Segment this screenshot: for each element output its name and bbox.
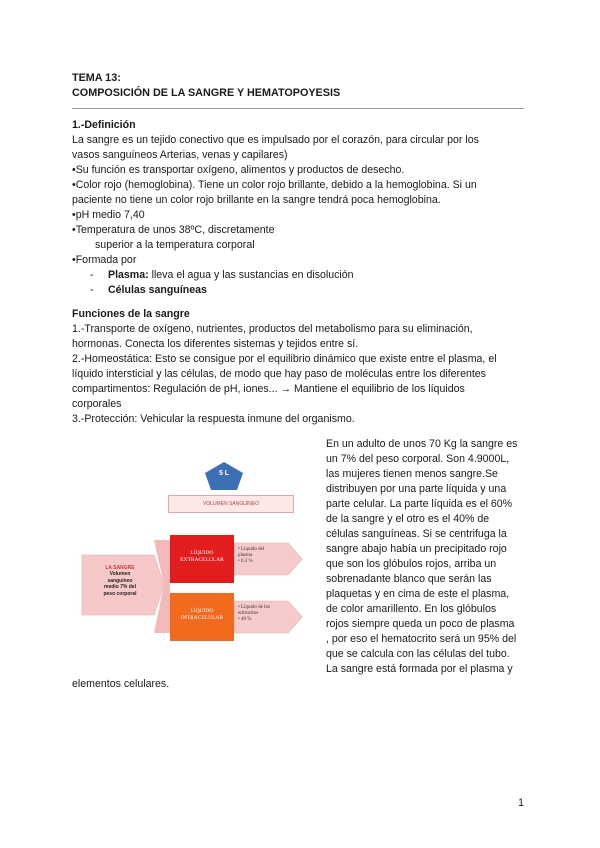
- list-item-text: lleva el agua y las sustancias en disolución: [148, 269, 354, 281]
- definicion-heading: 1.-Definición: [72, 119, 136, 131]
- intracellular-note-line: • Líquido de los: [238, 605, 270, 610]
- extracellular-note-line: • 6.3 %: [238, 559, 253, 564]
- side-line: las mujeres tienen menos sangre.Se: [326, 468, 498, 480]
- side-line: distribuyen por una parte líquida y una: [326, 483, 507, 495]
- intracellular-note-line: eritrocitos: [238, 611, 259, 616]
- extracellular-line: LÍQUIDO: [190, 550, 214, 556]
- list-dash: -: [90, 284, 94, 296]
- list-item-bold: Células sanguíneas: [108, 284, 207, 296]
- extracellular-note-line: plasma: [238, 553, 253, 558]
- extracellular-box: [170, 535, 234, 583]
- side-line: de la sangre y el otro es el 40% de: [326, 513, 490, 525]
- side-line: rojos siempre queda un poco de plasma: [326, 618, 515, 630]
- side-line: sangre abajo había un precipitado rojo: [326, 543, 507, 555]
- extracellular-note: [238, 547, 264, 565]
- side-line: que son los glóbulos rojos, arriba un: [326, 558, 497, 570]
- blood-label: [90, 565, 150, 597]
- definicion-line: •pH medio 7,40: [72, 209, 145, 221]
- definicion-line: vasos sanguíneos Arterias, venas y capilares): [72, 149, 288, 161]
- definicion-line: •Color rojo (hemoglobina). Tiene un color rojo brillante, debido a la hemoglobina. Si un: [72, 179, 477, 191]
- volume-box: VOLUMEN SANGUÍNEO: [168, 495, 294, 513]
- side-line: plaquetas y en cima de este el plasma,: [326, 588, 510, 600]
- side-line: que se calcula con las células del tubo.: [326, 648, 510, 660]
- blood-line: medio 7% del: [104, 584, 136, 591]
- volume-label: 5 L: [218, 470, 230, 477]
- volume-badge: [204, 461, 244, 491]
- blood-line: sanguíneo: [107, 577, 133, 584]
- funciones-line: 1.-Transporte de oxígeno, nutrientes, productos del metabolismo para su eliminación,: [72, 323, 473, 335]
- definicion-line: superior a la temperatura corporal: [95, 239, 255, 251]
- funciones-line: líquido intersticial y las células, de modo que hay paso de moléculas entre los diferentes: [72, 368, 486, 380]
- funciones-line: corporales: [72, 398, 122, 410]
- blood-line: peso corporal: [103, 590, 137, 597]
- definicion-line: La sangre es un tejido conectivo que es impulsado por el corazón, para circular por los: [72, 134, 479, 146]
- side-line: un 7% del peso corporal. Son 4.9000L,: [326, 453, 510, 465]
- definicion-line: paciente no tiene un color rojo brillante en la sangre tendrá poca hemoglobina.: [72, 194, 441, 206]
- extracellular-line: EXTRACELULAR: [180, 557, 224, 563]
- funciones-line: 2.-Homeostática: Esto se consigue por el equilibrio dinámico que existe entre el plasma, el: [72, 353, 497, 365]
- side-line: de color amarillento. En los glóbulos: [326, 603, 497, 615]
- list-item-plasma: [108, 268, 354, 283]
- definicion-line: •Su función es transportar oxígeno, alimentos y productos de desecho.: [72, 164, 405, 176]
- definicion-line: •Temperatura de unos 38ºC, discretamente: [72, 224, 275, 236]
- side-continuation: elementos celulares.: [72, 678, 170, 690]
- list-dash: -: [90, 269, 94, 281]
- title-divider: [72, 108, 524, 109]
- funciones-line: 3.-Protección: Vehicular la respuesta inmune del organismo.: [72, 413, 355, 425]
- side-line: , por eso el hematocrito será un 95% del: [326, 633, 517, 645]
- intracellular-line: INTRACELULAR: [180, 615, 224, 621]
- side-line: parte celular. La parte líquida es el 60%: [326, 498, 513, 510]
- funciones-heading: Funciones de la sangre: [72, 308, 190, 320]
- list-item-bold: Plasma:: [108, 269, 149, 281]
- intracellular-line: LÍQUIDO: [190, 608, 214, 614]
- list-item-celulas: [108, 283, 207, 298]
- page-title-line1: TEMA 13:: [72, 72, 121, 84]
- page-title-line2: COMPOSICIÓN DE LA SANGRE Y HEMATOPOYESIS: [72, 87, 341, 99]
- page-number: 1: [518, 797, 524, 809]
- intracellular-note: [238, 605, 270, 623]
- funciones-line: hormonas. Conecta los diferentes sistemas y tejidos entre sí.: [72, 338, 359, 350]
- blood-line: Volumen: [109, 571, 131, 578]
- side-line: células sanguíneas. Si se centrifuga la: [326, 528, 507, 540]
- blood-volume-diagram: [70, 455, 306, 655]
- funciones-line: compartimentos: Regulación de pH, iones... → Mantiene el equilibrio de los líquidos: [72, 383, 465, 395]
- side-line: sobrenadante blanco que serán las: [326, 573, 492, 585]
- intracellular-box: [170, 593, 234, 641]
- side-line: En un adulto de unos 70 Kg la sangre es: [326, 438, 518, 450]
- definicion-line: •Formada por: [72, 254, 137, 266]
- blood-title: LA SANGRE: [105, 565, 135, 571]
- intracellular-note-line: • 40 %: [238, 617, 252, 622]
- extracellular-note-line: • Líquido del: [238, 547, 265, 552]
- side-line: La sangre está formada por el plasma y: [326, 663, 513, 675]
